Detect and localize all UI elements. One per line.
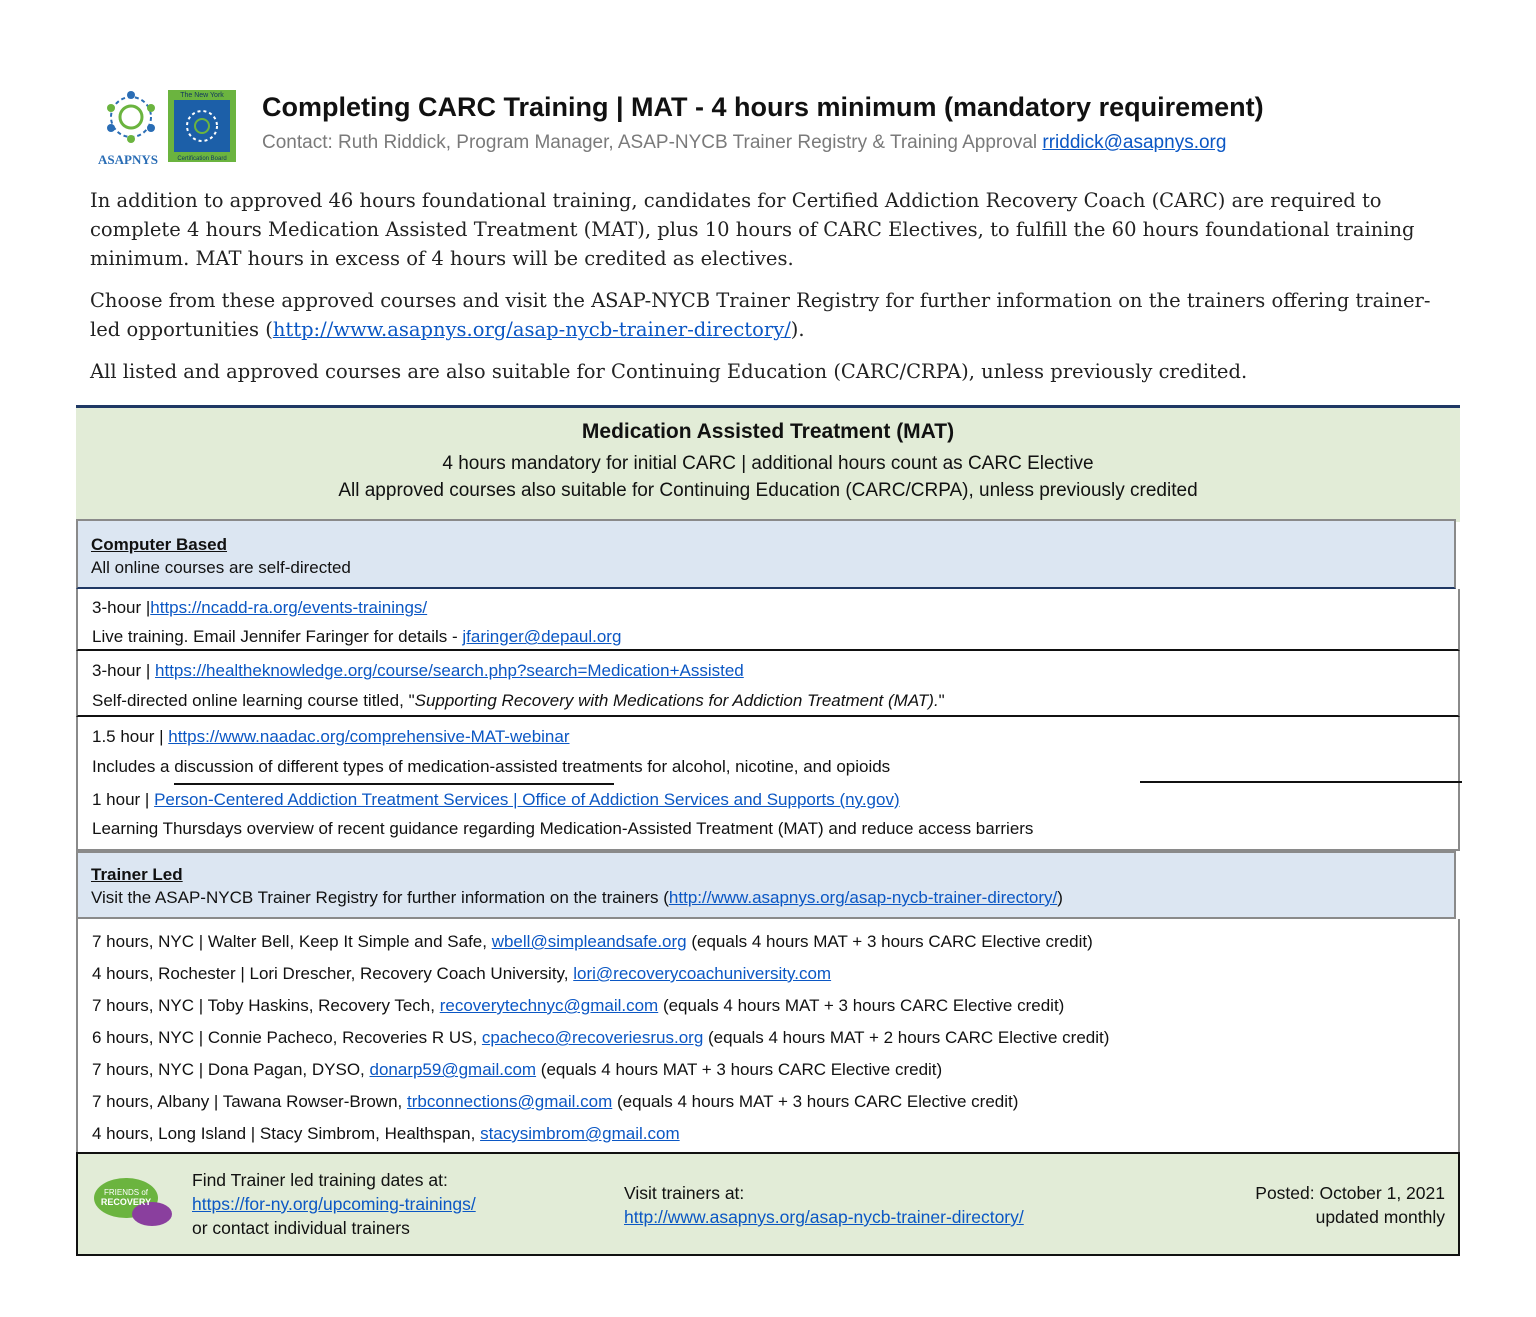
footer-visit-block xyxy=(624,1181,1024,1229)
course-link[interactable]: https://ncadd-ra.org/events-trainings/ xyxy=(150,598,428,617)
trainer-credit: (equals 4 hours MAT + 3 hours CARC Elective credit) xyxy=(536,1060,943,1079)
trainer-credit: (equals 4 hours MAT + 2 hours CARC Elective credit) xyxy=(703,1028,1110,1047)
trainer-email-link[interactable]: stacysimbrom@gmail.com xyxy=(480,1124,680,1143)
divider-left xyxy=(174,783,614,785)
trainer-item xyxy=(92,1054,1458,1086)
intro-paragraph-2-text: Choose from these approved courses and visit the ASAP-NYCB Trainer Registry for further information on the trainers offering trainer-led opportunities ( xyxy=(90,289,1431,341)
for-logo-text-1: FRIENDS of xyxy=(103,1188,149,1197)
course-duration: 3-hour | xyxy=(92,661,156,680)
course-description: Learning Thursdays overview of recent guidance regarding Medication-Assisted Treatment (MAT) and reduce access barriers xyxy=(92,819,1034,838)
trainer-email-link[interactable]: lori@recoverycoachuniversity.com xyxy=(573,964,832,983)
trainer-item xyxy=(92,1086,1458,1118)
friends-of-recovery-logo xyxy=(92,1174,174,1234)
trainer-item xyxy=(92,990,1458,1022)
trainer-item xyxy=(92,958,1458,990)
asapnys-nycb-logos xyxy=(96,84,246,170)
footer-posted-block xyxy=(1255,1181,1445,1229)
course-duration: 3-hour | xyxy=(92,598,151,617)
trainer-info: 6 hours, NYC | Connie Pacheco, Recoveries R US, xyxy=(92,1028,482,1047)
trainer-info: 7 hours, Albany | Tawana Rowser-Brown, xyxy=(92,1092,407,1111)
footer-trainer-directory-link[interactable]: http://www.asapnys.org/asap-nycb-trainer-directory/ xyxy=(624,1207,1024,1227)
divider-right xyxy=(1140,781,1462,783)
mat-title: Medication Assisted Treatment (MAT) xyxy=(581,420,955,443)
course-row xyxy=(76,717,1460,851)
contact-email-link[interactable]: rriddick@asapnys.org xyxy=(1042,132,1227,153)
course-link[interactable]: https://healtheknowledge.org/course/search.php?search=Medication+Assisted xyxy=(155,661,744,680)
computer-based-title: Computer Based xyxy=(91,535,228,554)
trainer-item xyxy=(92,926,1458,958)
trainer-led-title: Trainer Led xyxy=(91,865,183,884)
footer xyxy=(76,1152,1460,1256)
mat-line-2: All approved courses also suitable for Continuing Education (CARC/CRPA), unless previously credited xyxy=(338,480,1198,501)
course-description: Self-directed online learning course titled, " xyxy=(92,691,415,710)
mat-header xyxy=(76,405,1460,522)
mat-table xyxy=(76,405,1460,1255)
for-logo-text-2: RECOVERY xyxy=(100,1197,152,1207)
trainer-item xyxy=(92,1118,1458,1150)
intro-paragraph-2-suffix: ). xyxy=(790,318,805,341)
course-description: Includes a discussion of different types of medication-assisted treatments for alcohol, nicotine, and opioids xyxy=(92,757,891,776)
trainer-list xyxy=(76,919,1460,1152)
updated-frequency: updated monthly xyxy=(1315,1207,1445,1227)
computer-based-subtitle: All online courses are self-directed xyxy=(91,558,351,577)
page-title: Completing CARC Training | MAT - 4 hours minimum (mandatory requirement) xyxy=(262,92,1264,122)
course-title: Supporting Recovery with Medications for Addiction Treatment (MAT). xyxy=(414,691,939,710)
course-row xyxy=(76,589,1460,651)
trainer-email-link[interactable]: donarp59@gmail.com xyxy=(369,1060,537,1079)
trainer-directory-link[interactable]: http://www.asapnys.org/asap-nycb-trainer-directory/ xyxy=(272,318,791,341)
svg-text:Certification Board: Certification Board xyxy=(177,156,227,162)
footer-find-label: Find Trainer led training dates at: xyxy=(192,1170,448,1190)
trainer-led-subtitle: Visit the ASAP-NYCB Trainer Registry for further information on the trainers ( xyxy=(91,888,669,907)
contact-line xyxy=(262,132,1226,154)
intro-paragraph-1: In addition to approved 46 hours foundational training, candidates for Certified Addiction Recovery Coach (CARC) are required to complete 4 hours Medication Assisted Treatment (MAT), plus 10 hours of CARC Electives, to fulfill the 60 hours foundational training minimum. MAT hours in excess of 4 hours will be credited as electives. xyxy=(90,189,1415,270)
asapnys-logo-icon xyxy=(107,91,155,143)
course-link[interactable]: https://www.naadac.org/comprehensive-MAT-webinar xyxy=(168,727,570,746)
trainer-directory-link[interactable]: http://www.asapnys.org/asap-nycb-trainer-directory/ xyxy=(668,888,1058,907)
course-description-suffix: " xyxy=(938,691,945,710)
footer-find-suffix: or contact individual trainers xyxy=(192,1218,410,1238)
trainer-item xyxy=(92,1022,1458,1054)
trainer-email-link[interactable]: trbconnections@gmail.com xyxy=(406,1092,613,1111)
footer-find-block xyxy=(192,1168,476,1240)
posted-date: Posted: October 1, 2021 xyxy=(1255,1183,1445,1203)
trainer-led-subtitle-suffix: ) xyxy=(1057,888,1063,907)
trainer-credit: (equals 4 hours MAT + 3 hours CARC Elective credit) xyxy=(612,1092,1019,1111)
course-row xyxy=(76,651,1460,717)
mat-line-1: 4 hours mandatory for initial CARC | additional hours count as CARC Elective xyxy=(442,453,1094,474)
trainer-email-link[interactable]: wbell@simpleandsafe.org xyxy=(491,932,687,951)
footer-visit-label: Visit trainers at: xyxy=(624,1183,745,1203)
upcoming-trainings-link[interactable]: https://for-ny.org/upcoming-trainings/ xyxy=(192,1194,476,1214)
trainer-email-link[interactable]: recoverytechnyc@gmail.com xyxy=(439,996,659,1015)
asapnys-logo-text: ASAPNYS xyxy=(98,152,158,167)
contact-text: Contact: Ruth Riddick, Program Manager, ASAP-NYCB Trainer Registry & Training Approval xyxy=(262,132,1043,153)
svg-text:The New York: The New York xyxy=(180,92,224,99)
trainer-info: 4 hours, Rochester | Lori Drescher, Recovery Coach University, xyxy=(92,964,574,983)
course-duration: 1 hour | xyxy=(92,790,155,809)
course-link[interactable]: Person-Centered Addiction Treatment Services | Office of Addiction Services and Supports (ny.gov) xyxy=(154,790,900,809)
intro-paragraph-2 xyxy=(90,286,1450,344)
trainer-credit: (equals 4 hours MAT + 3 hours CARC Elective credit) xyxy=(686,932,1093,951)
trainer-info: 7 hours, NYC | Walter Bell, Keep It Simple and Safe, xyxy=(92,932,492,951)
trainer-credit: (equals 4 hours MAT + 3 hours CARC Elective credit) xyxy=(658,996,1065,1015)
trainer-email-link[interactable]: cpacheco@recoveriesrus.org xyxy=(481,1028,704,1047)
course-email-link[interactable]: jfaringer@depaul.org xyxy=(462,627,622,646)
trainer-led-header xyxy=(76,851,1456,919)
trainer-info: 4 hours, Long Island | Stacy Simbrom, Healthspan, xyxy=(92,1124,481,1143)
trainer-info: 7 hours, NYC | Toby Haskins, Recovery Tech, xyxy=(92,996,440,1015)
course-description: Live training. Email Jennifer Faringer for details - xyxy=(92,627,463,646)
trainer-info: 7 hours, NYC | Dona Pagan, DYSO, xyxy=(92,1060,370,1079)
computer-based-header xyxy=(76,519,1456,589)
nycb-logo-icon xyxy=(168,90,236,162)
course-duration: 1.5 hour | xyxy=(92,727,169,746)
intro-paragraph-3: All listed and approved courses are also suitable for Continuing Education (CARC/CRPA), unless previously credited. xyxy=(90,360,1248,383)
